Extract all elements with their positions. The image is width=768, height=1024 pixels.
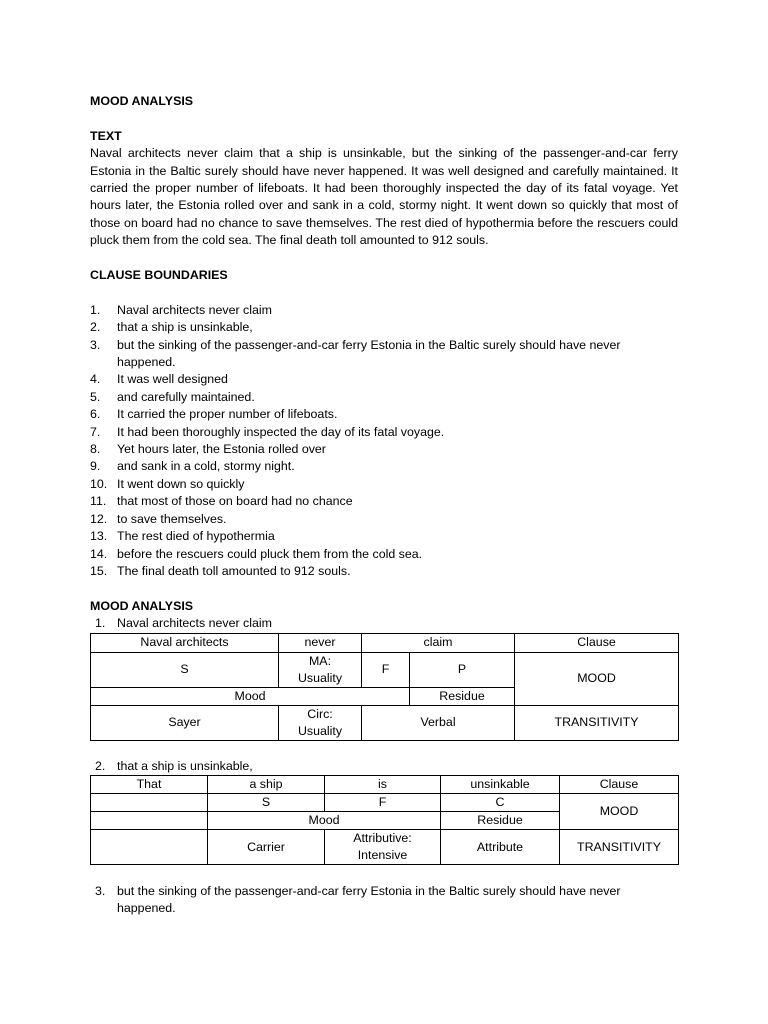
table-cell: MOOD xyxy=(560,794,679,830)
table-cell: Verbal xyxy=(362,705,515,740)
table-cell: S xyxy=(208,794,325,812)
table-row xyxy=(91,705,679,740)
list-item: 13. The rest died of hypothermia xyxy=(90,529,275,544)
table-cell: MA: Usuality xyxy=(279,652,362,687)
table-cell: Mood xyxy=(208,812,441,830)
analysis-1-table xyxy=(90,633,679,741)
table-row xyxy=(91,776,679,794)
table-cell: unsinkable xyxy=(441,776,560,794)
table-cell: F xyxy=(362,652,410,687)
table-row xyxy=(91,652,679,687)
list-item: 8. Yet hours later, the Estonia rolled over xyxy=(90,442,326,457)
table-cell: Residue xyxy=(410,687,515,705)
analysis-2-table xyxy=(90,775,679,865)
table-row xyxy=(91,633,679,652)
clause-list xyxy=(90,302,678,581)
table-cell: C xyxy=(441,794,560,812)
analysis-2-title: 2. that a ship is unsinkable, xyxy=(95,758,253,773)
table-cell: Residue xyxy=(441,812,560,830)
table-cell: never xyxy=(279,633,362,652)
text-body: Naval architects never claim that a ship is unsinkable, but the sinking of the passenger-and-car ferry Estonia in the Baltic surely should have never happened. It was well designed and carefully maintained. It carried the proper number of lifeboats. It had been thoroughly inspected the day of its fatal voyage. Yet hours later, the Estonia rolled over and sank in a cold, stormy night. It went down so quickly that most of those on board had no chance to save themselves. The rest died of hypothermia before the rescuers could pluck them from the cold sea. The final death toll amounted to 912 souls. xyxy=(90,146,678,248)
list-item: 7. It had been thoroughly inspected the day of its fatal voyage. xyxy=(90,424,445,439)
table-cell xyxy=(91,794,208,812)
list-item: 14. before the rescuers could pluck them from the cold sea. xyxy=(90,546,423,561)
table-cell: F xyxy=(325,794,441,812)
table-cell: Attribute xyxy=(441,830,560,865)
table-cell: a ship xyxy=(208,776,325,794)
table-cell: Sayer xyxy=(91,705,279,740)
table-row xyxy=(91,830,679,865)
list-item: 10. It went down so quickly xyxy=(90,476,245,491)
list-item: 5. and carefully maintained. xyxy=(90,389,255,404)
table-cell: MOOD xyxy=(515,652,679,705)
document-title: MOOD ANALYSIS xyxy=(90,94,194,108)
mood-analysis-heading: MOOD ANALYSIS xyxy=(90,598,194,613)
analysis-3-title: 3. but the sinking of the passenger-and-car ferry Estonia in the Baltic surely should have never happened. xyxy=(95,883,621,916)
list-item: 11. that most of those on board had no chance xyxy=(90,494,353,509)
table-cell: Attributive: Intensive xyxy=(325,830,441,865)
table-cell: TRANSITIVITY xyxy=(560,830,679,865)
list-item: 1. Naval architects never claim xyxy=(90,302,272,317)
list-item: 2. that a ship is unsinkable, xyxy=(90,320,253,335)
table-cell: Circ: Usuality xyxy=(279,705,362,740)
analysis-1-title: 1. Naval architects never claim xyxy=(95,616,272,631)
clause-boundaries-heading: CLAUSE BOUNDARIES xyxy=(90,268,228,283)
text-heading: TEXT xyxy=(90,128,122,143)
table-cell xyxy=(91,812,208,830)
list-item: 4. It was well designed xyxy=(90,372,228,387)
table-cell: Clause xyxy=(515,633,679,652)
table-cell: S xyxy=(91,652,279,687)
table-cell: is xyxy=(325,776,441,794)
table-cell: Clause xyxy=(560,776,679,794)
list-item: 6. It carried the proper number of lifeboats. xyxy=(90,407,338,422)
table-cell: Carrier xyxy=(208,830,325,865)
table-cell: claim xyxy=(362,633,515,652)
list-item: 15. The final death toll amounted to 912 souls. xyxy=(90,563,351,578)
table-cell xyxy=(91,830,208,865)
table-cell: P xyxy=(410,652,515,687)
list-item: 12. to save themselves. xyxy=(90,511,227,526)
table-cell: Naval architects xyxy=(91,633,279,652)
list-item: 3. but the sinking of the passenger-and-car ferry Estonia in the Baltic surely should have never happened. xyxy=(90,337,621,370)
table-cell: That xyxy=(91,776,208,794)
table-cell: Mood xyxy=(91,687,410,705)
document-page xyxy=(90,93,678,918)
table-cell: TRANSITIVITY xyxy=(515,705,679,740)
table-row xyxy=(91,794,679,812)
list-item: 9. and sank in a cold, stormy night. xyxy=(90,459,295,474)
